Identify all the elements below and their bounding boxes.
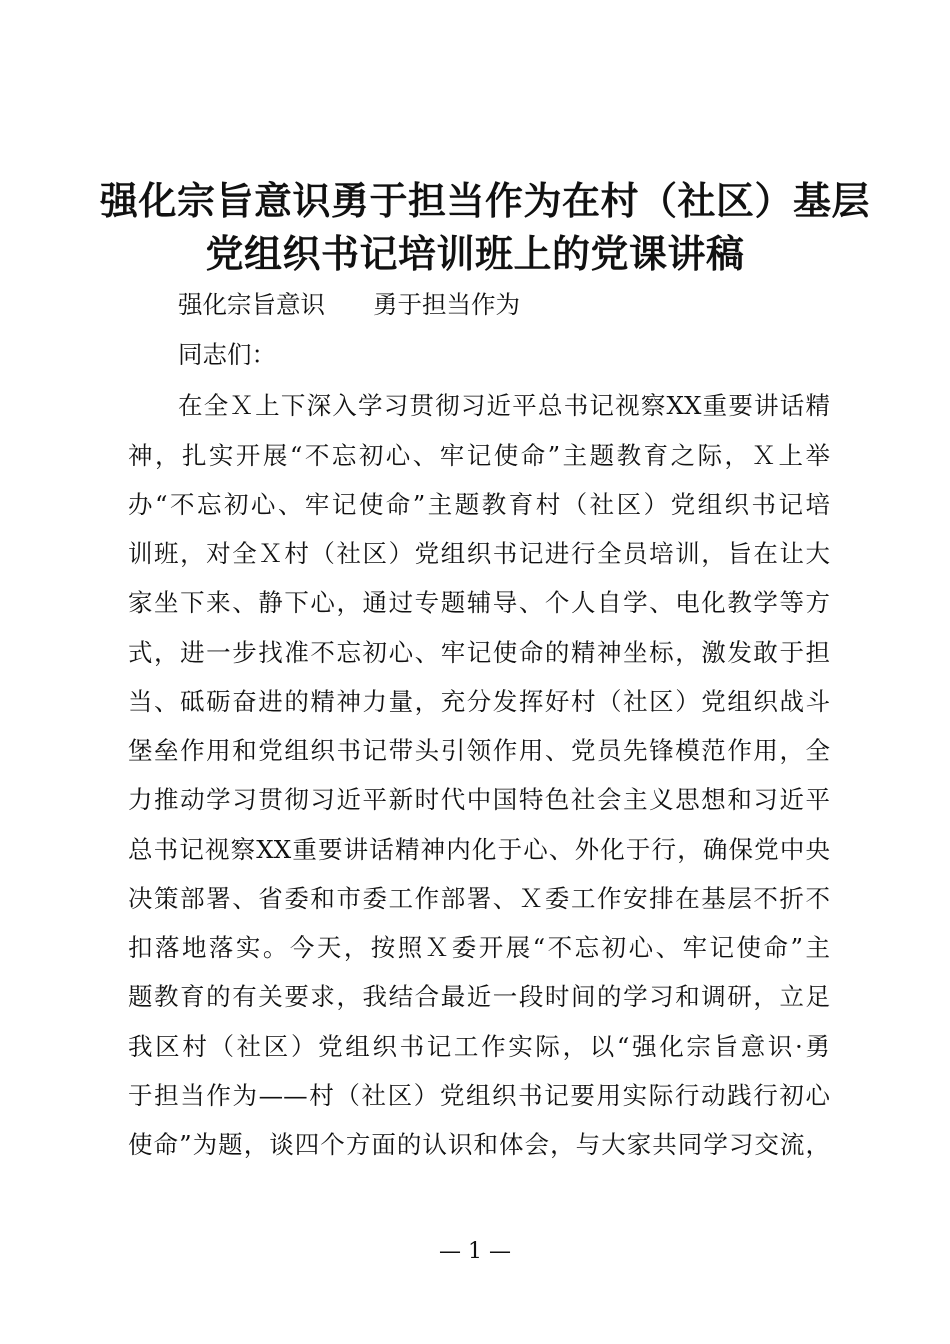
body-line: 扣落地落实。今天，按照Ｘ委开展“不忘初心、牢记使命”主	[128, 933, 830, 962]
body-line: 办“不忘初心、牢记使命”主题教育村（社区）党组织书记培	[128, 490, 830, 519]
body-line: 家坐下来、静下心，通过专题辅导、个人自学、电化教学等方	[128, 588, 830, 617]
keyword-2: 勇于担当作为	[373, 290, 520, 319]
body-line: 总书记视察XX重要讲话精神内化于心、外化于行，确保党中央	[128, 835, 830, 864]
body-line: 我区村（社区）党组织书记工作实际，以“强化宗旨意识·勇	[128, 1032, 830, 1061]
body-line: 式，进一步找准不忘初心、牢记使命的精神坐标，激发敢于担	[128, 638, 830, 667]
body-line: 当、砥砺奋进的精神力量，充分发挥好村（社区）党组织战斗	[128, 687, 830, 716]
keywords-line	[178, 285, 520, 325]
body-line: 于担当作为——村（社区）党组织书记要用实际行动践行初心	[128, 1081, 830, 1110]
body-line: 在全Ｘ上下深入学习贯彻习近平总书记视察XX重要讲话精	[178, 391, 830, 420]
body-line: 训班，对全Ｘ村（社区）党组织书记进行全员培训，旨在让大	[128, 539, 830, 568]
document-title-line-1: 强化宗旨意识勇于担当作为在村（社区）基层	[100, 178, 871, 223]
body-line: 决策部署、省委和市委工作部署、Ｘ委工作安排在基层不折不	[128, 884, 830, 913]
body-line: 力推动学习贯彻习近平新时代中国特色社会主义思想和习近平	[128, 785, 830, 814]
body-line: 使命”为题，谈四个方面的认识和体会，与大家共同学习交流，	[128, 1130, 830, 1159]
body-line: 堡垒作用和党组织书记带头引领作用、党员先锋模范作用，全	[128, 736, 830, 765]
body-line: 神，扎实开展“不忘初心、牢记使命”主题教育之际，Ｘ上举	[128, 441, 830, 470]
body-line: 题教育的有关要求，我结合最近一段时间的学习和调研，立足	[128, 982, 830, 1011]
keyword-1: 强化宗旨意识	[178, 290, 325, 319]
greeting: 同志们：	[178, 340, 276, 369]
page-number: — 1 —	[439, 1239, 511, 1264]
document-title-line-2: 党组织书记培训班上的党课讲稿	[205, 231, 745, 276]
